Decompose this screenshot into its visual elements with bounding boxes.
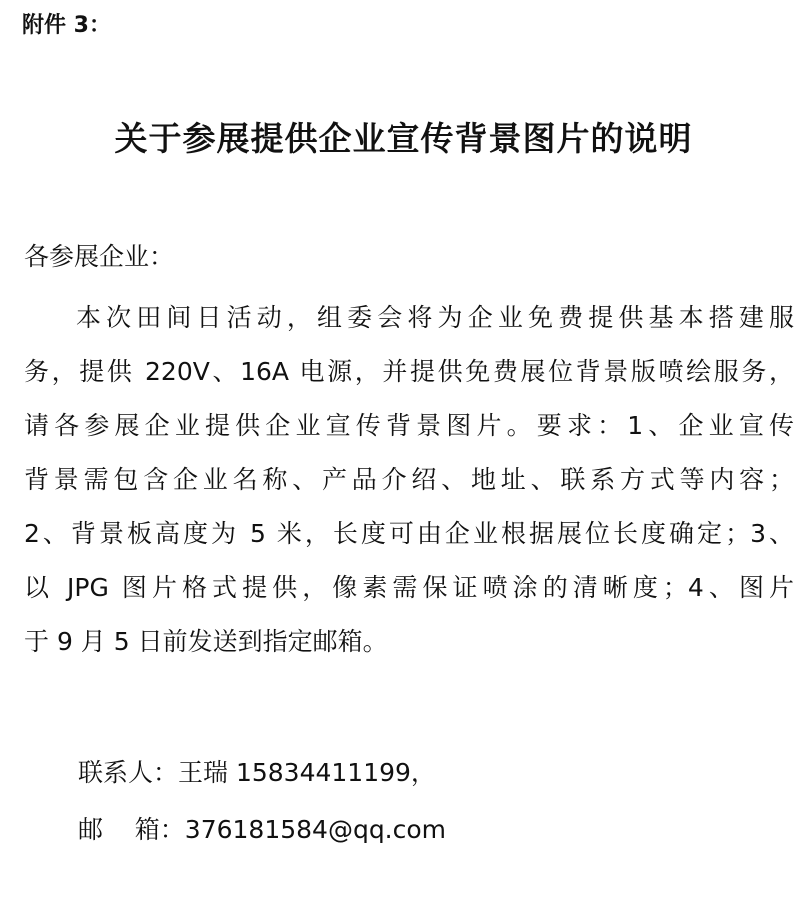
contact-person-value: 王瑞 15834411199， — [178, 758, 436, 787]
document-title: 关于参展提供企业宣传背景图片的说明 — [114, 119, 693, 158]
body-line: 于 9 月 5 日前发送到指定邮箱。 — [24, 627, 388, 656]
greeting: 各参展企业： — [24, 242, 175, 271]
body-line: 请各参展企业提供企业宣传背景图片。要求：1、企业宣传 — [24, 411, 794, 440]
contact-email — [78, 813, 446, 847]
body-line: 背景需包含企业名称、产品介绍、地址、联系方式等内容； — [24, 465, 794, 494]
body-line: 2、背景板高度为 5 米，长度可由企业根据展位长度确定；3、 — [24, 519, 794, 548]
contact-person — [78, 756, 436, 790]
attachment-label: 附件 3： — [22, 13, 111, 38]
body-line: 本次田间日活动，组委会将为企业免费提供基本搭建服 — [76, 303, 794, 332]
body-line: 以 JPG 图片格式提供，像素需保证喷涂的清晰度；4、图片 — [24, 573, 794, 602]
body-paragraph — [24, 291, 794, 669]
contact-person-label: 联系人： — [78, 758, 179, 787]
body-line: 务，提供 220V、16A 电源，并提供免费展位背景版喷绘服务， — [24, 357, 794, 386]
contact-email-value[interactable]: 376181584@qq.com — [184, 815, 447, 844]
contact-email-label: 邮 箱： — [78, 815, 185, 844]
